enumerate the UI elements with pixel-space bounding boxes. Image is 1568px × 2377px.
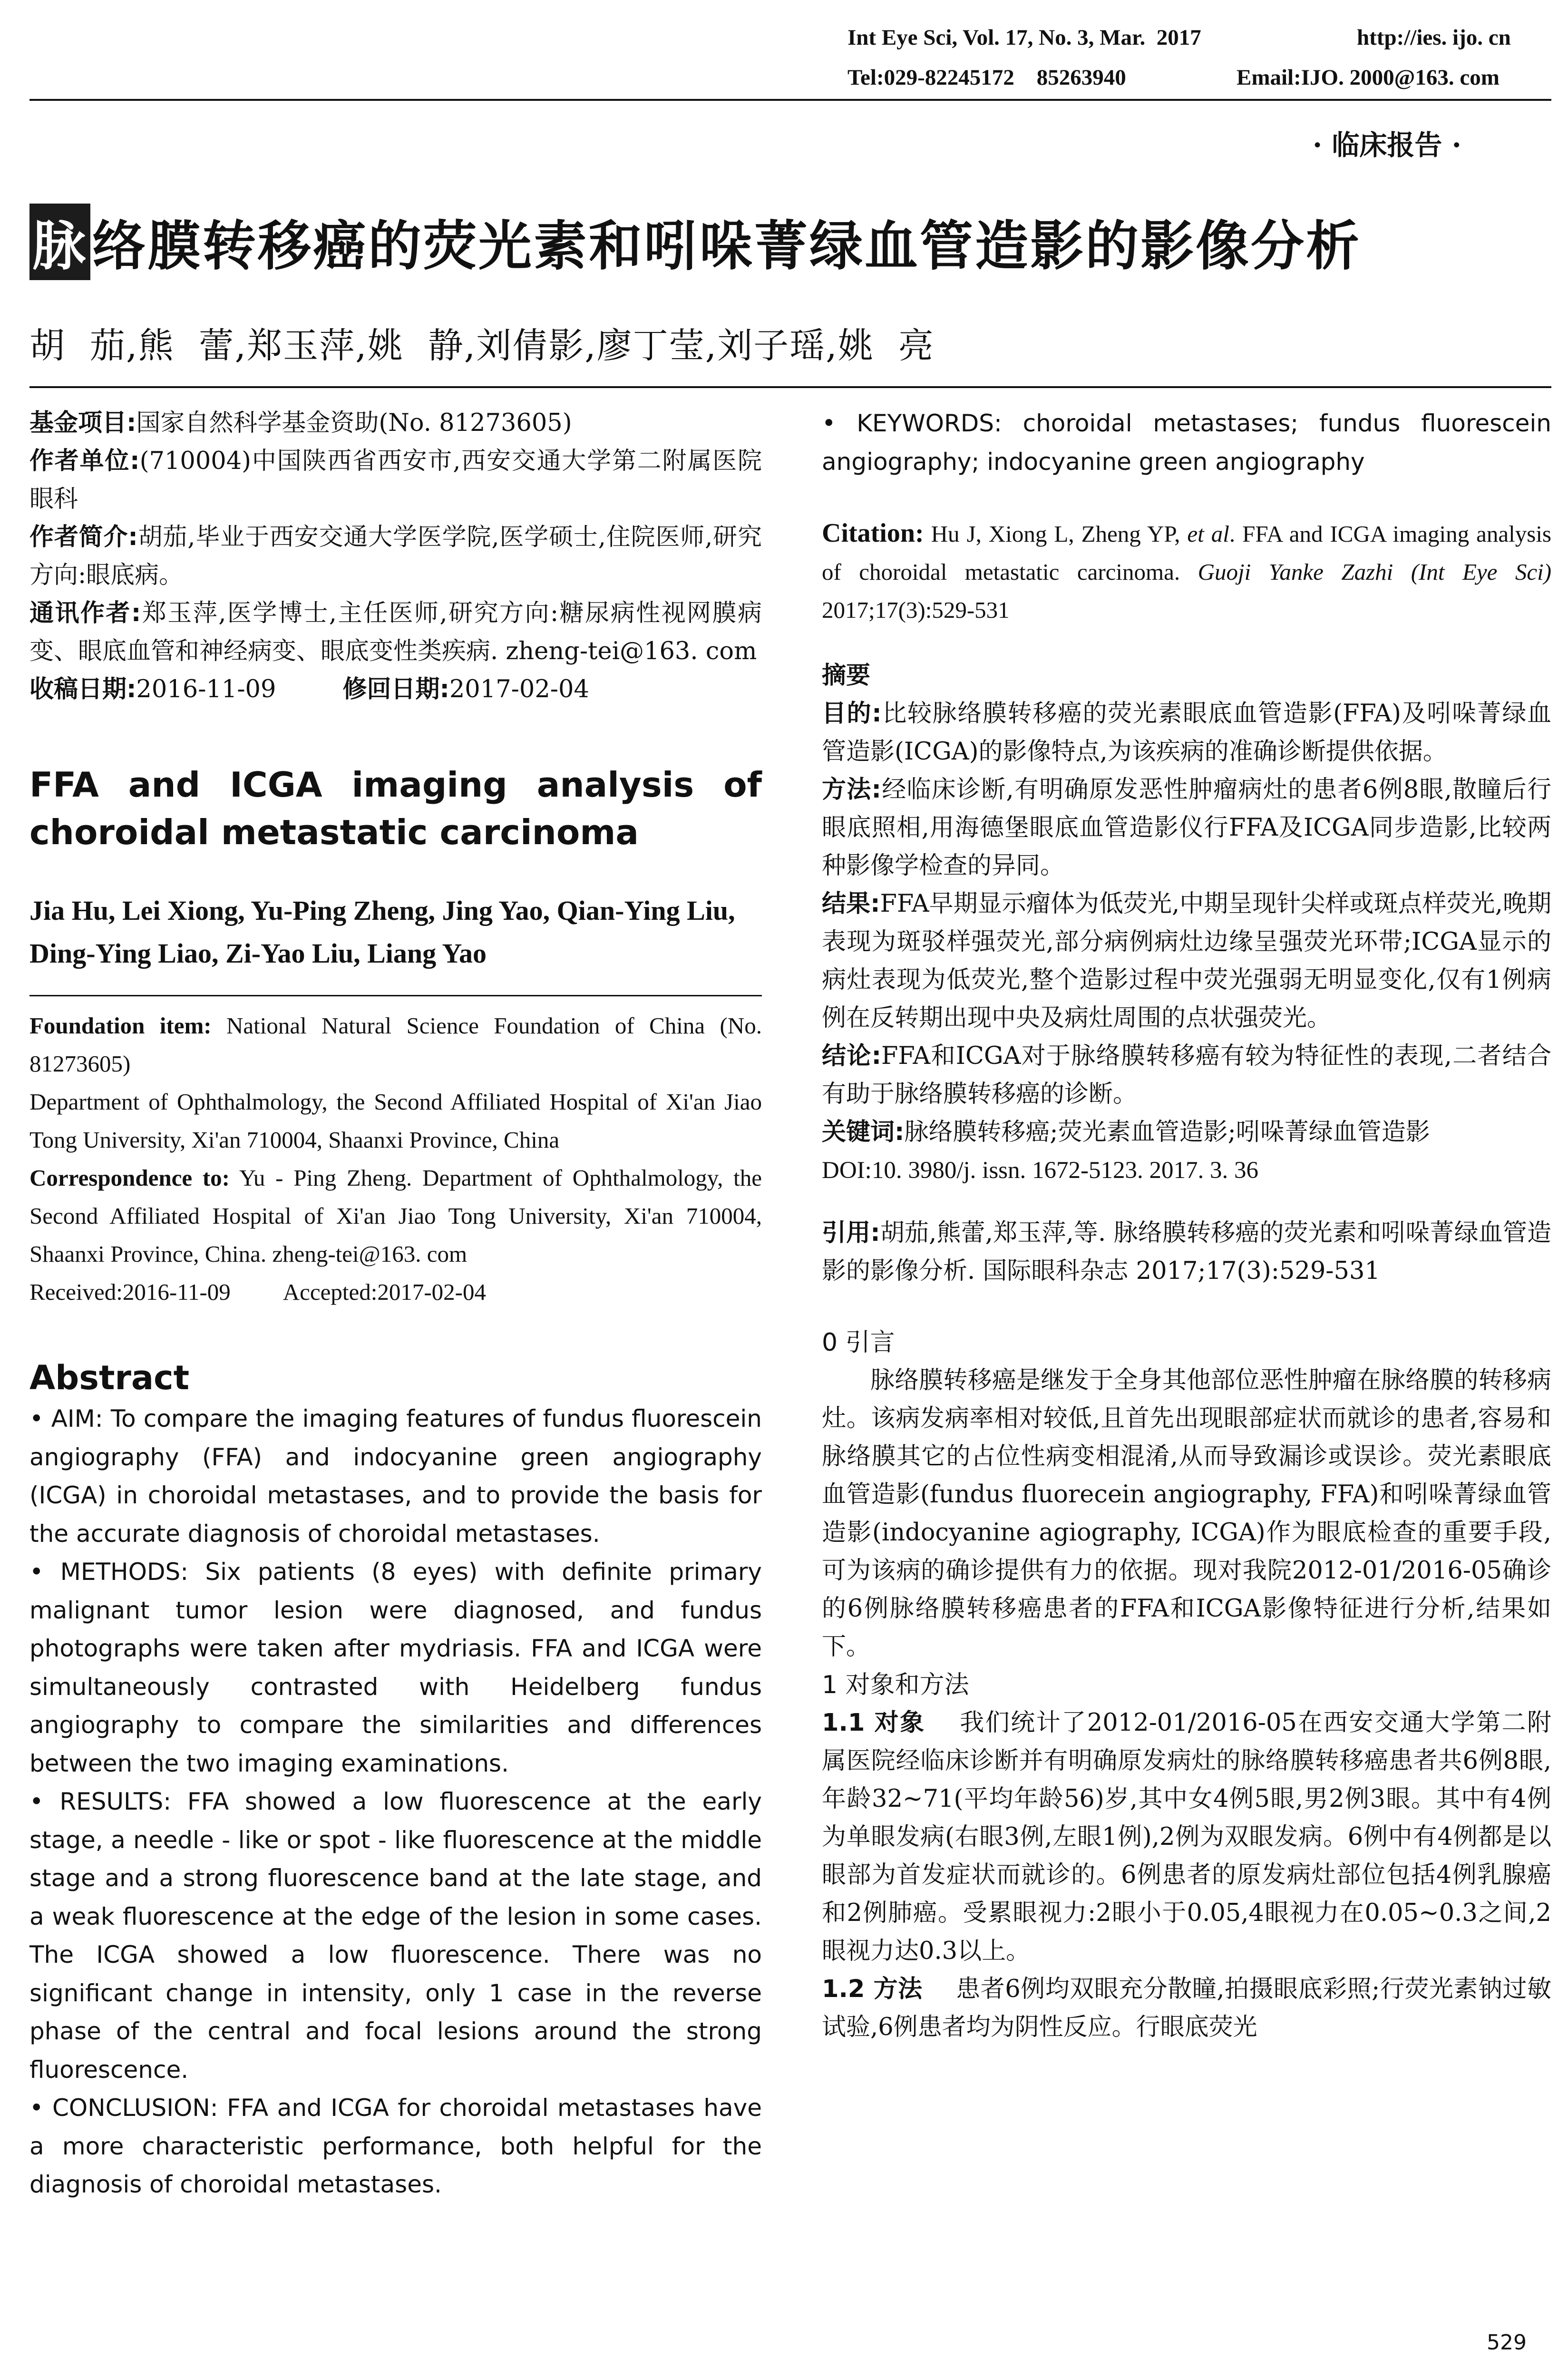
accepted-en: Accepted:2017-02-04 bbox=[282, 1279, 486, 1305]
conclusion-cn-text: FFA和ICGA对于脉络膜转移癌有较为特征性的表现,二者结合有助于脉络膜转移癌的诊断。 bbox=[822, 1042, 1552, 1108]
correspondence-label: Correspondence to: bbox=[29, 1165, 230, 1191]
conclusion-cn-label: 结论: bbox=[822, 1042, 881, 1070]
title-rest: 络膜转移癌的荧光素和吲哚菁绿血管造影的影像分析 bbox=[92, 215, 1361, 277]
doi: DOI:10. 3980/j. issn. 1672-5123. 2017. 3. 36 bbox=[822, 1157, 1258, 1184]
abstract-aim bbox=[29, 1400, 762, 1553]
abstract-conclusion bbox=[29, 2089, 762, 2204]
abstract-cn-heading: 摘要 bbox=[822, 662, 871, 690]
results-cn bbox=[822, 885, 1551, 1037]
english-abstract bbox=[29, 1400, 762, 2204]
bio-label: 作者简介: bbox=[29, 523, 138, 551]
aim-cn bbox=[822, 695, 1551, 771]
foundation-label: Foundation item: bbox=[29, 1013, 212, 1039]
cite-cn bbox=[822, 1214, 1551, 1290]
corr-label: 通讯作者: bbox=[29, 599, 141, 627]
results-text: FFA showed a low fluorescence at the early stage, a needle - like or spot - like fluorescence at the middle stage and a strong fluorescence band at the late stage, and a weak fluorescence at the edge of the lesion in some cases. The ICGA showed a low fluorescence. There was no significant change in intensity, only 1 case in the reverse phase of the central and focal lesions around the strong fluorescence. bbox=[29, 1788, 762, 2084]
received-date: 2016-11-09 bbox=[136, 675, 276, 703]
foundation-item bbox=[29, 1007, 762, 1083]
methods-text: Six patients (8 eyes) with definite primary malignant tumor lesion were diagnosed, and fundus photographs were taken after mydriasis. FFA and ICGA were simultaneously contrasted with Heidelberg fundus angiography to compare the similarities and differences between the two imaging examinations. bbox=[29, 1558, 762, 1777]
aim-label: • AIM: bbox=[29, 1405, 103, 1432]
citation-etal: et al bbox=[1187, 521, 1229, 547]
chinese-abstract bbox=[822, 657, 1551, 1189]
journal-url: http://ies. ijo. cn bbox=[1357, 25, 1511, 50]
section-tag: · 临床报告 · bbox=[1313, 129, 1461, 161]
subjects-paragraph bbox=[822, 1704, 1551, 1970]
fund-label: 基金项目: bbox=[29, 409, 136, 437]
revised-label: 修回日期: bbox=[342, 675, 449, 703]
intro-text: 脉络膜转移癌是继发于全身其他部位恶性肿瘤在脉络膜的转移病灶。该病发病率相对较低,且首先出现眼部症状而就诊的患者,容易和脉络膜其它的占位性病变相混淆,从而导致漏诊或误诊。荧光素眼底血管造影(fundus fluorecein angiography, FFA)和吲哚菁绿血管造影(indocyanine agiography, ICGA)作为眼底检查的重要手段,可为该病的确诊提供有力的依据。现对我院2012-01/2016-05确诊的6例脉络膜转移癌患者的FFA和ICGA影像特征进行分析,结果如下。 bbox=[822, 1366, 1551, 1661]
abstract-results bbox=[29, 1783, 762, 2089]
journal-email: Email:IJO. 2000@163. com bbox=[1237, 65, 1500, 90]
methods-cn-text: 经临床诊断,有明确原发恶性肿瘤病灶的患者6例8眼,散瞳后行眼底照相,用海德堡眼底血管造影仪行FFA及ICGA同步造影,比较两种影像学检查的异同。 bbox=[822, 776, 1551, 880]
foundation-text: National Natural Science Foundation of China (No. 81273605) bbox=[29, 1013, 762, 1077]
methods-paragraph bbox=[822, 1970, 1551, 2046]
corr-text: 郑玉萍,医学博士,主任医师,研究方向:糖尿病性视网膜病变、眼底血管和神经病变、眼底变性类疾病. zheng-tei@163. com bbox=[29, 599, 762, 665]
journal-tel: Tel:029-82245172 85263940 bbox=[847, 65, 1126, 90]
unit-label: 作者单位: bbox=[29, 447, 140, 475]
results-cn-text: FFA早期显示瘤体为低荧光,中期呈现针尖样或斑点样荧光,晚期表现为斑驳样强荧光,部分病例病灶边缘呈强荧光环带;ICGA显示的病灶表现为低荧光,整个造影过程中荧光强弱无明显变化,仅有1例病例在反转期出现中央及病灶周围的点状强荧光。 bbox=[822, 890, 1551, 1032]
bio-text: 胡茄,毕业于西安交通大学医学院,医学硕士,住院医师,研究方向:眼底病。 bbox=[29, 523, 762, 589]
methods-text-cn: 患者6例均双眼充分散瞳,拍摄眼底彩照;行荧光素钠过敏试验,6例患者均为阴性反应。行眼底荧光 bbox=[822, 1975, 1551, 2041]
bio-note bbox=[29, 518, 762, 594]
received-en: Received:2016-11-09 bbox=[29, 1279, 231, 1305]
aim-cn-label: 目的: bbox=[822, 700, 882, 728]
results-label: • RESULTS: bbox=[29, 1788, 172, 1815]
cite-cn-text: 胡茄,熊蕾,郑玉萍,等. 脉络膜转移癌的荧光素和吲哚菁绿血管造影的影像分析. 国际眼科杂志 2017;17(3):529-531 bbox=[822, 1219, 1551, 1285]
unit-text: (710004)中国陕西省西安市,西安交通大学第二附属医院眼科 bbox=[29, 447, 762, 513]
citation-label: Citation: bbox=[822, 518, 924, 548]
dates-note bbox=[29, 671, 762, 709]
article-notes bbox=[29, 404, 762, 709]
english-title: FFA and ICGA imaging analysis of choroidal metastatic carcinoma bbox=[29, 765, 762, 852]
citation-journal: Guoji Yanke Zazhi (Int Eye Sci) bbox=[1198, 559, 1552, 585]
abstract-heading: Abstract bbox=[29, 1358, 190, 1397]
left-column bbox=[29, 404, 762, 2204]
received-label: 收稿日期: bbox=[29, 675, 136, 703]
citation-volume: 2017;17(3):529-531 bbox=[822, 597, 1010, 623]
keywords-text: choroidal metastases; fundus fluorescein angiography; indocyanine green angiography bbox=[822, 409, 1551, 476]
citation-authors: Hu J, Xiong L, Zheng YP, bbox=[931, 521, 1180, 547]
english-keywords bbox=[822, 404, 1551, 481]
aim-text: To compare the imaging features of fundus fluorescein angiography (FFA) and indocyanine green angiography (ICGA) in choroidal metastases, and to provide the basis for the accurate diagnosis of choroidal metastases. bbox=[29, 1405, 762, 1548]
correspondence-text: Yu - Ping Zheng. Department of Ophthalmology, the Second Affiliated Hospital of Xi'an Jiao Tong University, Xi'an 710004, Shaanxi Province, China. zheng-tei@163. com bbox=[29, 1165, 762, 1267]
methods-cn-label: 方法: bbox=[822, 776, 881, 804]
conclusion-cn bbox=[822, 1037, 1551, 1113]
fund-text: 国家自然科学基金资助(No. 81273605) bbox=[136, 409, 572, 437]
aim-cn-text: 比较脉络膜转移癌的荧光素眼底血管造影(FFA)及吲哚菁绿血管造影(ICGA)的影像特点,为该疾病的准确诊断提供依据。 bbox=[822, 700, 1551, 766]
header-rule bbox=[29, 99, 1551, 101]
methods-label-cn: 1.2 方法 bbox=[822, 1975, 923, 2003]
conclusion-text: FFA and ICGA for choroidal metastases have a more characteristic performance, both helpful for the diagnosis of choroidal metastases. bbox=[29, 2094, 762, 2198]
keywords-cn bbox=[822, 1113, 1551, 1151]
methods-cn bbox=[822, 771, 1551, 885]
fund-note bbox=[29, 404, 762, 442]
results-cn-label: 结果: bbox=[822, 890, 880, 918]
methods-label: • METHODS: bbox=[29, 1558, 189, 1586]
received-accepted bbox=[29, 1273, 762, 1311]
title-first-char: 脉 bbox=[29, 204, 90, 280]
citation bbox=[822, 514, 1551, 629]
revised-date: 2017-02-04 bbox=[449, 675, 589, 703]
english-rule bbox=[29, 995, 762, 996]
keywords-label: • KEYWORDS: bbox=[822, 409, 1002, 437]
correspondence bbox=[29, 1159, 762, 1273]
unit-note bbox=[29, 442, 762, 518]
page-title bbox=[29, 204, 1361, 280]
intro-heading: 0 引言 bbox=[822, 1328, 895, 1357]
keywords-cn-text: 脉络膜转移癌;荧光素血管造影;吲哚菁绿血管造影 bbox=[904, 1118, 1430, 1146]
abstract-methods bbox=[29, 1553, 762, 1783]
authors-cn: 胡 茄,熊 蕾,郑玉萍,姚 静,刘倩影,廖丁莹,刘子瑶,姚 亮 bbox=[29, 325, 935, 366]
citation-title: . FFA and ICGA imaging analysis of choroidal metastatic carcinoma. bbox=[822, 521, 1551, 585]
subjects-label: 1.1 对象 bbox=[822, 1709, 925, 1737]
page-number: 529 bbox=[1487, 2330, 1527, 2355]
title-rule bbox=[29, 386, 1551, 388]
english-meta bbox=[29, 1007, 762, 1311]
keywords-cn-label: 关键词: bbox=[822, 1118, 905, 1146]
methods-heading: 1 对象和方法 bbox=[822, 1671, 969, 1699]
journal-info: Int Eye Sci, Vol. 17, No. 3, Mar. 2017 bbox=[847, 25, 1201, 50]
department: Department of Ophthalmology, the Second Affiliated Hospital of Xi'an Jiao Tong University, Xi'an 710004, Shaanxi Province, China bbox=[29, 1089, 762, 1153]
english-authors: Jia Hu, Lei Xiong, Yu-Ping Zheng, Jing Yao, Qian-Ying Liu, Ding-Ying Liao, Zi-Yao Liu, Liang Yao bbox=[29, 895, 735, 969]
right-column bbox=[822, 404, 1551, 2046]
conclusion-label: • CONCLUSION: bbox=[29, 2094, 218, 2122]
subjects-text: 我们统计了2012-01/2016-05在西安交通大学第二附属医院经临床诊断并有明确原发病灶的脉络膜转移癌患者共6例8眼,年龄32~71(平均年龄56)岁,其中女4例5眼,男2例3眼。其中有4例为单眼发病(右眼3例,左眼1例),2例为双眼发病。6例中有4例都是以眼部为首发症状而就诊的。6例患者的原发病灶部位包括4例乳腺癌和2例肺癌。受累眼视力:2眼小于0.05,4眼视力在0.05~0.3之间,2眼视力达0.3以上。 bbox=[822, 1709, 1551, 1965]
corr-note bbox=[29, 594, 762, 671]
cite-cn-label: 引用: bbox=[822, 1219, 880, 1247]
